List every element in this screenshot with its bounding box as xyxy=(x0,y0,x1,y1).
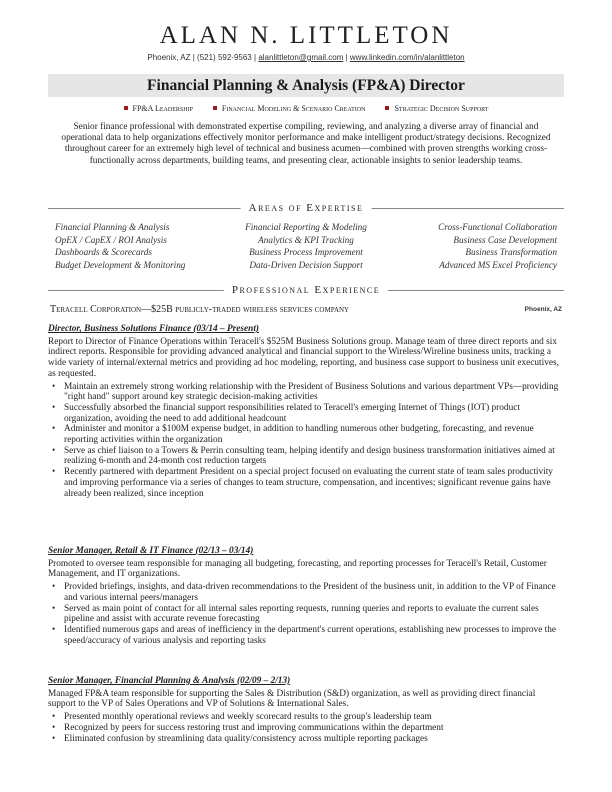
expertise-item: Advanced MS Excel Proficiency xyxy=(439,260,557,271)
job-entry xyxy=(48,676,564,744)
pillar-item: FP&A Leadership xyxy=(124,104,193,113)
location: Phoenix, AZ xyxy=(147,53,191,62)
bullet-item: • Successfully absorbed the financial support responsibilities related to Teracell's emerging Internet of Things (IOT) product organization, avoiding the need to add additional headcount xyxy=(64,403,564,424)
bullet-item: • Serve as chief liaison to a Towers & Perrin consulting team, helping identify and design business transformation initiatives aimed at realizing 6-month and 24-month cost reduction targets xyxy=(64,446,564,467)
linkedin-link[interactable]: www.linkedin.com/in/alanlittleton xyxy=(349,53,465,62)
job-entry xyxy=(48,546,564,646)
pillar-list xyxy=(0,104,612,113)
expertise-item: Business Process Improvement xyxy=(249,247,363,258)
job-title: Senior Manager, Financial Planning & Analysis (02/09 – 2/13) xyxy=(48,676,291,686)
pillar-item: Strategic Decision Support xyxy=(385,104,488,113)
expertise-row xyxy=(55,222,557,235)
employer-location: Phoenix, AZ xyxy=(524,306,562,313)
expertise-title: Areas of Expertise xyxy=(241,202,372,214)
job-bullets xyxy=(48,382,564,500)
contact-line xyxy=(0,53,612,62)
bullet-item: • Recognized by peers for success restoring trust and improving communications within the department xyxy=(64,723,564,734)
expertise-heading xyxy=(48,202,564,214)
bullet-item: • Provided briefings, insights, and data-driven recommendations to the President of the business unit, in addition to the VP of Finance and various internal peers/managers xyxy=(64,582,564,603)
square-bullet-icon xyxy=(385,106,389,110)
bullet-item: • Identified numerous gaps and areas of inefficiency in the department's current operations, establishing new processes to improve the speed/accuracy of various analysis and reporting tasks xyxy=(64,625,564,646)
job-title: Director, Business Solutions Finance (03/14 – Present) xyxy=(48,324,260,334)
expertise-row xyxy=(55,260,557,273)
employer-line xyxy=(50,304,562,317)
expertise-item: Financial Planning & Analysis xyxy=(55,222,170,232)
bullet-item: • Presented monthly operational reviews and weekly scorecard results to the group's leadership team xyxy=(64,712,564,723)
job-description: Report to Director of Finance Operations within Teracell's $525M Business Solutions group. Manage team of three direct reports and six indirect reports. Responsible for providing advanced analytical and financial support to the Wireless/Wireline business units, tracking a wide variety of internal/external metrics and providing ad hoc modeling, reporting, and business case support to business unit executives, as requested. xyxy=(48,336,559,379)
bullet-item: • Maintain an extremely strong working relationship with the President of Business Solutions and various department VPs—providing "right hand" support around key strategic decision-making activities xyxy=(64,382,564,403)
bullet-item: • Served as main point of contact for all internal sales reporting requests, running queries and reports to evaluate the current sales pipeline and assist with accurate revenue forecasting xyxy=(64,604,564,625)
bullet-item: • Administer and monitor a $100M expense budget, in addition to handling numerous other budgeting, forecasting, and revenue reporting activities within the organization xyxy=(64,424,564,445)
job-description: Promoted to oversee team responsible for managing all budgeting, forecasting, and reporting processes for Teracell's Retail, Customer Management, and IT organizations. xyxy=(48,558,547,580)
email-link[interactable]: alanlittleton@gmail.com xyxy=(258,53,344,62)
job-description: Managed FP&A team responsible for supporting the Sales & Distribution (S&D) organization, as well as providing direct financial support to the VP of Sales Operations and VP of Solutions & International Sales. xyxy=(48,688,536,710)
headline-banner: Financial Planning & Analysis (FP&A) Director xyxy=(48,74,564,97)
job-bullets xyxy=(48,712,564,744)
contact-separator: | xyxy=(254,53,257,62)
expertise-item: Business Case Development xyxy=(453,234,557,245)
expertise-item: Business Transformation xyxy=(465,247,557,258)
square-bullet-icon xyxy=(124,106,128,110)
job-entry xyxy=(48,324,564,499)
square-bullet-icon xyxy=(213,106,217,110)
expertise-item: Financial Reporting & Modeling xyxy=(245,222,367,232)
expertise-item: Cross-Functional Collaboration xyxy=(438,222,557,232)
candidate-name: ALAN N. LITTLETON xyxy=(159,22,453,49)
experience-title: Professional Experience xyxy=(224,284,388,296)
expertise-row xyxy=(55,247,557,260)
job-title: Senior Manager, Retail & IT Finance (02/13 – 03/14) xyxy=(48,546,254,556)
employer-name: Teracell Corporation—$25B publicly-traded wireless services company xyxy=(50,304,350,315)
expertise-item: Budget Development & Monitoring xyxy=(55,260,186,271)
expertise-row xyxy=(55,235,557,248)
expertise-item: Dashboards & Scorecards xyxy=(55,247,152,258)
expertise-item: Data-Driven Decision Support xyxy=(249,260,363,271)
contact-separator: | xyxy=(192,53,195,62)
expertise-item: Analytics & KPI Tracking xyxy=(258,234,354,245)
job-bullets xyxy=(48,582,564,646)
experience-heading xyxy=(48,284,564,296)
pillar-item: Financial Modeling & Scenario Creation xyxy=(213,104,366,113)
summary-paragraph: Senior finance professional with demonstrated expertise compiling, reviewing, and analyzing a diverse array of financial and operational data to help organizations effectively monitor performance and make intelligent product/strategy decisions. Recognized throughout career for an extremely high level of technical and business acumen—combined with proven strengths working cross-functionally across departments, building teams, and presenting clear, actionable insights to senior leadership teams. xyxy=(61,122,551,166)
phone: (521) 592-9563 xyxy=(197,53,252,62)
expertise-grid xyxy=(55,222,557,273)
contact-separator: | xyxy=(345,53,348,62)
expertise-item: OpEX / CapEX / ROI Analysis xyxy=(55,234,167,245)
bullet-item: • Recently partnered with department President on a special project focused on evaluating the current state of team sales productivity and improving performance via a series of changes to team structure, compensation, and incentives; significant revenue gains have already been realized, since inception xyxy=(64,467,564,499)
bullet-item: • Eliminated confusion by streamlining data quality/consistency across multiple reporting packages xyxy=(64,734,564,745)
